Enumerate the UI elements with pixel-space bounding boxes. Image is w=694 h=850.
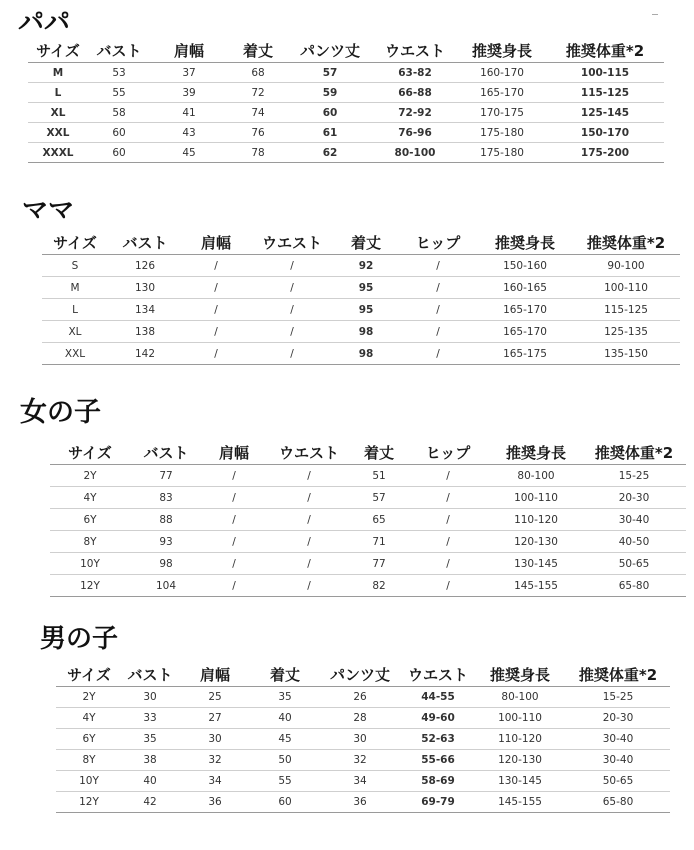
table-cell: 45 bbox=[252, 729, 318, 750]
table-cell: 30-40 bbox=[566, 750, 670, 771]
column-header: パンツ丈 bbox=[329, 665, 390, 684]
table-cell: 98 bbox=[334, 343, 398, 365]
column-header: ウエスト bbox=[384, 41, 445, 60]
table-cell: 95 bbox=[334, 299, 398, 321]
table-cell: / bbox=[202, 465, 266, 487]
table-cell: 49-60 bbox=[402, 708, 474, 729]
table-cell: 28 bbox=[318, 708, 402, 729]
table-cell: L bbox=[28, 83, 88, 103]
table-cell: 27 bbox=[178, 708, 252, 729]
table-cell: 32 bbox=[318, 750, 402, 771]
table-cell: 65-80 bbox=[582, 575, 686, 597]
column-header: 着丈 bbox=[350, 233, 381, 252]
column-header: サイズ bbox=[53, 233, 97, 252]
table-cell: 100-110 bbox=[490, 487, 582, 509]
table-cell: 30 bbox=[122, 687, 178, 708]
table-cell: 15-25 bbox=[582, 465, 686, 487]
table-cell: 8Y bbox=[56, 750, 122, 771]
table-row bbox=[42, 255, 680, 277]
table-cell: 120-130 bbox=[490, 531, 582, 553]
table-cell: 150-160 bbox=[478, 255, 572, 277]
size-table-papa bbox=[28, 38, 664, 163]
table-cell: 68 bbox=[228, 63, 288, 83]
column-header: 推奨体重*2 bbox=[578, 665, 658, 684]
table-cell: 41 bbox=[150, 103, 228, 123]
table-cell: 115-125 bbox=[572, 299, 680, 321]
table-cell: 60 bbox=[88, 123, 150, 143]
table-row bbox=[42, 343, 680, 365]
section-title-boy: 男の子 bbox=[40, 624, 119, 654]
table-cell: / bbox=[202, 487, 266, 509]
table-cell: 145-155 bbox=[490, 575, 582, 597]
table-cell: 80-100 bbox=[372, 143, 458, 163]
table-cell: 10Y bbox=[56, 771, 122, 792]
table-cell: 40-50 bbox=[582, 531, 686, 553]
table-cell: 98 bbox=[130, 553, 202, 575]
table-cell: 135-150 bbox=[572, 343, 680, 365]
table-cell: 60 bbox=[288, 103, 372, 123]
column-header: 推奨身長 bbox=[489, 665, 550, 684]
column-header: 推奨身長 bbox=[505, 443, 566, 462]
table-cell: 10Y bbox=[50, 553, 130, 575]
table-row bbox=[42, 299, 680, 321]
column-header: 着丈 bbox=[269, 665, 300, 684]
column-header: 着丈 bbox=[363, 443, 394, 462]
table-cell: 30 bbox=[178, 729, 252, 750]
table-cell: 50-65 bbox=[566, 771, 670, 792]
table-cell: 50-65 bbox=[582, 553, 686, 575]
table-cell: 35 bbox=[122, 729, 178, 750]
table-cell: 130-145 bbox=[474, 771, 566, 792]
column-header: サイズ bbox=[36, 41, 80, 60]
table-cell: M bbox=[28, 63, 88, 83]
table-cell: 51 bbox=[352, 465, 406, 487]
table-cell: 2Y bbox=[56, 687, 122, 708]
table-row bbox=[56, 750, 670, 771]
table-cell: 38 bbox=[122, 750, 178, 771]
table-cell: XXXL bbox=[28, 143, 88, 163]
table-cell: / bbox=[398, 321, 478, 343]
table-cell: 43 bbox=[150, 123, 228, 143]
table-cell: / bbox=[266, 487, 352, 509]
table-cell: 20-30 bbox=[582, 487, 686, 509]
table-cell: 72 bbox=[228, 83, 288, 103]
table-row bbox=[28, 63, 664, 83]
table-cell: / bbox=[250, 321, 334, 343]
table-cell: 6Y bbox=[56, 729, 122, 750]
table-cell: 42 bbox=[122, 792, 178, 813]
size-table-mama bbox=[42, 230, 680, 365]
section-title-mama: ママ bbox=[22, 196, 75, 226]
column-header: 推奨体重*2 bbox=[594, 443, 674, 462]
table-cell: 134 bbox=[108, 299, 182, 321]
table-row bbox=[28, 143, 664, 163]
header-row bbox=[50, 440, 686, 465]
table-cell: XL bbox=[42, 321, 108, 343]
table-cell: S bbox=[42, 255, 108, 277]
table-cell: / bbox=[398, 343, 478, 365]
table-row bbox=[42, 277, 680, 299]
table-row bbox=[42, 321, 680, 343]
table-cell: / bbox=[202, 531, 266, 553]
table-cell: 35 bbox=[252, 687, 318, 708]
table-cell: 138 bbox=[108, 321, 182, 343]
table-cell: 59 bbox=[288, 83, 372, 103]
table-cell: 77 bbox=[130, 465, 202, 487]
table-cell: 39 bbox=[150, 83, 228, 103]
table-cell: 60 bbox=[88, 143, 150, 163]
table-cell: / bbox=[266, 553, 352, 575]
table-cell: 36 bbox=[318, 792, 402, 813]
table-cell: 33 bbox=[122, 708, 178, 729]
table-row bbox=[50, 575, 686, 597]
table-cell: 26 bbox=[318, 687, 402, 708]
table-cell: 95 bbox=[334, 277, 398, 299]
table-cell: 165-170 bbox=[458, 83, 546, 103]
table-cell: 170-175 bbox=[458, 103, 546, 123]
table-cell: 160-170 bbox=[458, 63, 546, 83]
table-cell: / bbox=[406, 553, 490, 575]
table-cell: 40 bbox=[122, 771, 178, 792]
table-cell: 165-175 bbox=[478, 343, 572, 365]
table-row bbox=[28, 123, 664, 143]
table-cell: 110-120 bbox=[474, 729, 566, 750]
header-row bbox=[28, 38, 664, 63]
table-cell: 100-110 bbox=[474, 708, 566, 729]
table-cell: 126 bbox=[108, 255, 182, 277]
table-cell: 58-69 bbox=[402, 771, 474, 792]
section-title-girl: 女の子 bbox=[20, 397, 101, 428]
table-cell: 72-92 bbox=[372, 103, 458, 123]
table-cell: 165-170 bbox=[478, 299, 572, 321]
table-cell: 80-100 bbox=[490, 465, 582, 487]
table-cell: 175-180 bbox=[458, 143, 546, 163]
table-cell: 92 bbox=[334, 255, 398, 277]
table-cell: 61 bbox=[288, 123, 372, 143]
table-cell: 88 bbox=[130, 509, 202, 531]
table-cell: 4Y bbox=[56, 708, 122, 729]
table-cell: 90-100 bbox=[572, 255, 680, 277]
table-cell: 130-145 bbox=[490, 553, 582, 575]
table-cell: 93 bbox=[130, 531, 202, 553]
table-row bbox=[28, 83, 664, 103]
table-cell: / bbox=[250, 343, 334, 365]
table-cell: 77 bbox=[352, 553, 406, 575]
table-cell: / bbox=[182, 255, 250, 277]
table-row bbox=[56, 687, 670, 708]
table-cell: 100-115 bbox=[546, 63, 664, 83]
table-cell: / bbox=[406, 509, 490, 531]
table-cell: 100-110 bbox=[572, 277, 680, 299]
table-cell: / bbox=[398, 277, 478, 299]
table-cell: / bbox=[406, 487, 490, 509]
table-cell: 36 bbox=[178, 792, 252, 813]
table-cell: 40 bbox=[252, 708, 318, 729]
size-table-girl bbox=[50, 440, 686, 597]
header-row bbox=[56, 662, 670, 687]
table-cell: 165-170 bbox=[478, 321, 572, 343]
column-header: ウエスト bbox=[261, 233, 322, 252]
table-cell: / bbox=[266, 575, 352, 597]
table-cell: 34 bbox=[178, 771, 252, 792]
table-cell: 55 bbox=[88, 83, 150, 103]
table-cell: 30-40 bbox=[582, 509, 686, 531]
table-row bbox=[56, 729, 670, 750]
table-cell: 78 bbox=[228, 143, 288, 163]
table-cell: XXL bbox=[42, 343, 108, 365]
column-header: ヒップ bbox=[415, 233, 461, 252]
table-cell: 150-170 bbox=[546, 123, 664, 143]
table-cell: / bbox=[182, 277, 250, 299]
table-cell: 76-96 bbox=[372, 123, 458, 143]
column-header: 推奨体重*2 bbox=[565, 41, 645, 60]
table-cell: 20-30 bbox=[566, 708, 670, 729]
size-table-boy bbox=[56, 662, 670, 813]
column-header: 肩幅 bbox=[173, 41, 204, 60]
table-cell: 66-88 bbox=[372, 83, 458, 103]
table-cell: 142 bbox=[108, 343, 182, 365]
table-cell: 50 bbox=[252, 750, 318, 771]
table-cell: 57 bbox=[352, 487, 406, 509]
table-cell: 62 bbox=[288, 143, 372, 163]
table-cell: 12Y bbox=[50, 575, 130, 597]
table-cell: M bbox=[42, 277, 108, 299]
table-cell: L bbox=[42, 299, 108, 321]
table-cell: 32 bbox=[178, 750, 252, 771]
table-cell: 2Y bbox=[50, 465, 130, 487]
table-cell: 60 bbox=[252, 792, 318, 813]
table-cell: 52-63 bbox=[402, 729, 474, 750]
column-header: 推奨体重*2 bbox=[586, 233, 666, 252]
table-cell: 120-130 bbox=[474, 750, 566, 771]
table-cell: / bbox=[406, 531, 490, 553]
section-title-papa: パパ bbox=[18, 8, 71, 38]
table-cell: 12Y bbox=[56, 792, 122, 813]
table-cell: 65-80 bbox=[566, 792, 670, 813]
table-cell: 71 bbox=[352, 531, 406, 553]
corner-mark bbox=[652, 14, 658, 15]
table-cell: / bbox=[202, 509, 266, 531]
table-cell: 30 bbox=[318, 729, 402, 750]
table-cell: / bbox=[182, 299, 250, 321]
table-cell: / bbox=[182, 343, 250, 365]
column-header: バスト bbox=[143, 443, 189, 462]
table-cell: 104 bbox=[130, 575, 202, 597]
table-cell: 55-66 bbox=[402, 750, 474, 771]
column-header: 推奨身長 bbox=[494, 233, 555, 252]
table-cell: 83 bbox=[130, 487, 202, 509]
column-header: 推奨身長 bbox=[471, 41, 532, 60]
table-cell: 25 bbox=[178, 687, 252, 708]
column-header: バスト bbox=[96, 41, 142, 60]
column-header: サイズ bbox=[68, 443, 112, 462]
table-cell: / bbox=[202, 553, 266, 575]
table-cell: 6Y bbox=[50, 509, 130, 531]
table-cell: 115-125 bbox=[546, 83, 664, 103]
table-cell: / bbox=[406, 575, 490, 597]
table-cell: / bbox=[266, 509, 352, 531]
column-header: 肩幅 bbox=[200, 233, 231, 252]
table-cell: 63-82 bbox=[372, 63, 458, 83]
table-cell: 65 bbox=[352, 509, 406, 531]
table-cell: 110-120 bbox=[490, 509, 582, 531]
table-cell: / bbox=[398, 299, 478, 321]
table-row bbox=[50, 553, 686, 575]
table-row bbox=[56, 708, 670, 729]
table-cell: 55 bbox=[252, 771, 318, 792]
table-cell: 57 bbox=[288, 63, 372, 83]
table-cell: / bbox=[250, 277, 334, 299]
column-header: サイズ bbox=[67, 665, 111, 684]
table-cell: / bbox=[202, 575, 266, 597]
table-cell: 8Y bbox=[50, 531, 130, 553]
table-cell: 37 bbox=[150, 63, 228, 83]
table-cell: 4Y bbox=[50, 487, 130, 509]
table-cell: / bbox=[250, 255, 334, 277]
table-cell: 45 bbox=[150, 143, 228, 163]
table-cell: / bbox=[266, 531, 352, 553]
table-cell: / bbox=[266, 465, 352, 487]
table-cell: 53 bbox=[88, 63, 150, 83]
column-header: ウエスト bbox=[278, 443, 339, 462]
table-cell: 98 bbox=[334, 321, 398, 343]
table-cell: / bbox=[182, 321, 250, 343]
table-cell: 69-79 bbox=[402, 792, 474, 813]
column-header: 着丈 bbox=[242, 41, 273, 60]
table-cell: 145-155 bbox=[474, 792, 566, 813]
table-cell: 130 bbox=[108, 277, 182, 299]
column-header: 肩幅 bbox=[218, 443, 249, 462]
table-row bbox=[50, 465, 686, 487]
table-row bbox=[50, 487, 686, 509]
table-cell: 125-135 bbox=[572, 321, 680, 343]
table-cell: 125-145 bbox=[546, 103, 664, 123]
column-header: 肩幅 bbox=[199, 665, 230, 684]
table-cell: 160-165 bbox=[478, 277, 572, 299]
table-cell: 76 bbox=[228, 123, 288, 143]
column-header: ヒップ bbox=[425, 443, 471, 462]
table-row bbox=[56, 771, 670, 792]
table-row bbox=[50, 509, 686, 531]
table-cell: 74 bbox=[228, 103, 288, 123]
table-cell: XL bbox=[28, 103, 88, 123]
table-cell: 80-100 bbox=[474, 687, 566, 708]
table-cell: 30-40 bbox=[566, 729, 670, 750]
table-cell: 58 bbox=[88, 103, 150, 123]
table-row bbox=[50, 531, 686, 553]
header-row bbox=[42, 230, 680, 255]
table-cell: / bbox=[406, 465, 490, 487]
table-cell: / bbox=[398, 255, 478, 277]
table-cell: 175-200 bbox=[546, 143, 664, 163]
table-cell: / bbox=[250, 299, 334, 321]
column-header: バスト bbox=[127, 665, 173, 684]
column-header: バスト bbox=[122, 233, 168, 252]
table-cell: 82 bbox=[352, 575, 406, 597]
table-cell: 44-55 bbox=[402, 687, 474, 708]
table-row bbox=[56, 792, 670, 813]
table-cell: 34 bbox=[318, 771, 402, 792]
table-cell: 175-180 bbox=[458, 123, 546, 143]
table-cell: XXL bbox=[28, 123, 88, 143]
table-row bbox=[28, 103, 664, 123]
column-header: パンツ丈 bbox=[299, 41, 360, 60]
table-cell: 15-25 bbox=[566, 687, 670, 708]
column-header: ウエスト bbox=[407, 665, 468, 684]
